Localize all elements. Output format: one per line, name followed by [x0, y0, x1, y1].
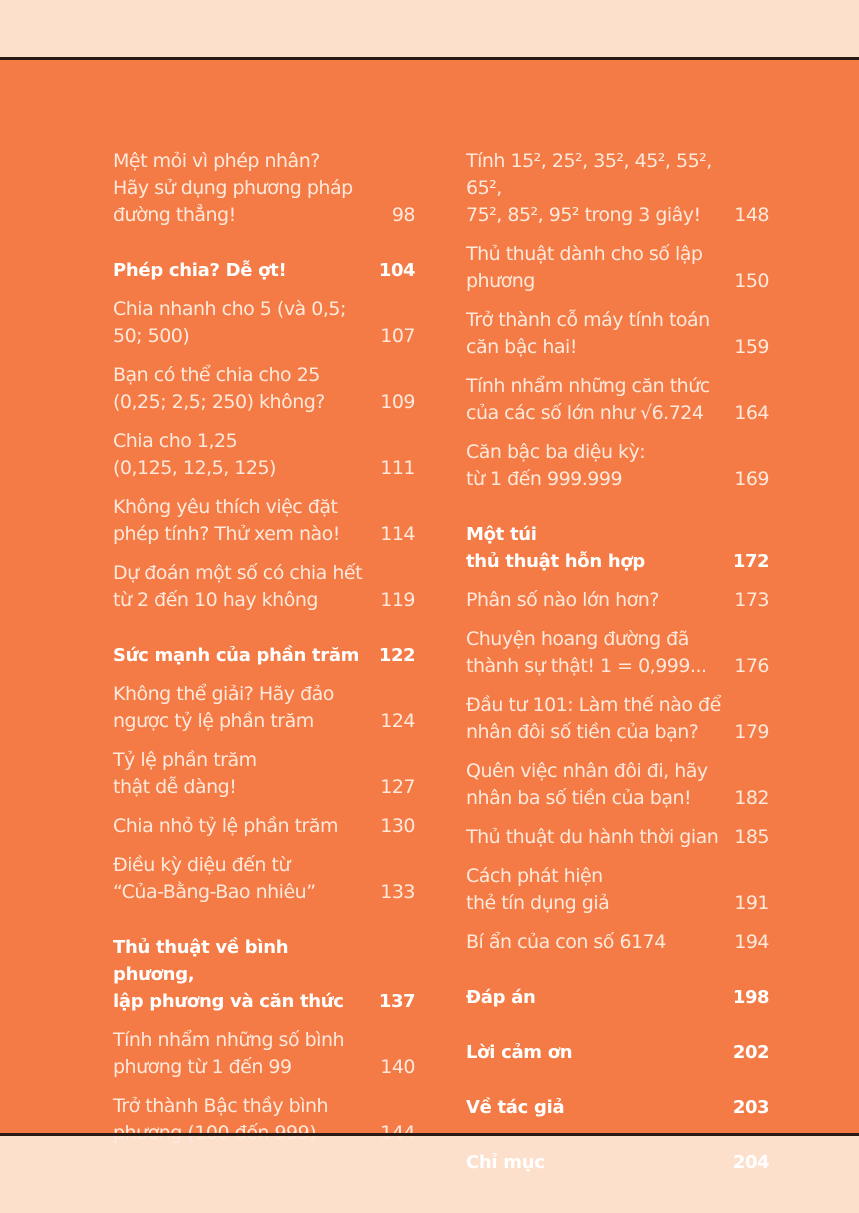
page-number: 204	[732, 1152, 769, 1173]
page-number: 140	[380, 1056, 415, 1078]
toc-entry[interactable]: Mệt mỏi vì phép nhân? Hãy sử dụng phương pháp đường thẳng! 98	[113, 148, 415, 229]
toc-entry[interactable]: Chia cho 1,25 (0,125, 12,5, 125) 111	[113, 428, 415, 482]
page-number: 191	[734, 892, 769, 914]
toc-entry[interactable]: Trở thành Bậc thầy bình	[113, 1093, 415, 1147]
page-number: 150	[734, 270, 769, 292]
page-number: 182	[734, 787, 769, 809]
toc-entry[interactable]: Bí ẩn của con số 6174 194	[466, 929, 769, 956]
toc-entry[interactable]: Trở thành cỗ máy tính toán căn bậc hai! 159	[466, 307, 769, 361]
toc-column-left	[113, 148, 415, 1159]
page-number: 194	[734, 931, 769, 953]
toc-entry[interactable]: Không thể giải? Hãy đảo ngược tỷ lệ phần trăm 124	[113, 681, 415, 735]
toc-section[interactable]: Thủ thuật về bình phương, lập phương và căn thức 137	[113, 934, 415, 1015]
toc-entry[interactable]: Phân số nào lớn hơn? 173	[466, 587, 769, 614]
page-number: 137	[378, 991, 415, 1012]
toc-entry[interactable]: Thủ thuật dành cho số lập phương 150	[466, 241, 769, 295]
page-number: 202	[732, 1042, 769, 1063]
toc-entry[interactable]: Chia nhỏ tỷ lệ phần trăm 130	[113, 813, 415, 840]
toc-section[interactable]: Chỉ mục 204	[466, 1149, 769, 1176]
page-number: 107	[380, 325, 415, 347]
toc-entry[interactable]: Tính 15², 25², 35², 45², 55², 65², 75², 85², 95² trong 3 giây! 148	[466, 148, 769, 229]
toc-entry[interactable]: Tỷ lệ phần trăm thật dễ dàng! 127	[113, 747, 415, 801]
bottom-border	[0, 1133, 859, 1136]
page-number: 114	[380, 523, 415, 545]
page-number: 133	[380, 881, 415, 903]
toc-entry[interactable]: Tính nhẩm những số bình phương từ 1 đến 99 140	[113, 1027, 415, 1081]
page-number: 203	[732, 1097, 769, 1118]
page-number: 198	[732, 987, 769, 1008]
page-number: 164	[734, 402, 769, 424]
page-number: 148	[734, 204, 769, 226]
toc-section[interactable]: Lời cảm ơn 202	[466, 1039, 769, 1066]
page-number: 179	[734, 721, 769, 743]
toc-panel	[0, 60, 859, 1173]
toc-section[interactable]: Phép chia? Dễ ợt! 104	[113, 257, 415, 284]
toc-entry[interactable]: Chuyện hoang đường đã thành sự thật! 1 = 0,999... 176	[466, 626, 769, 680]
page-number: 98	[391, 204, 415, 226]
toc-entry[interactable]: Quên việc nhân đôi đi, hãy nhân ba số tiền của bạn! 182	[466, 758, 769, 812]
page-number: 176	[734, 655, 769, 677]
toc-entry[interactable]: Đầu tư 101: Làm thế nào để nhân đôi số tiền của bạn? 179	[466, 692, 769, 746]
toc-entry[interactable]: Điều kỳ diệu đến từ “Của-Bằng-Bao nhiêu” 133	[113, 852, 415, 906]
toc-section[interactable]: Sức mạnh của phần trăm 122	[113, 642, 415, 669]
page-number: 169	[734, 468, 769, 490]
toc-entry[interactable]: Bạn có thể chia cho 25 (0,25; 2,5; 250) không? 109	[113, 362, 415, 416]
page-number: 124	[380, 710, 415, 732]
page-number: 185	[734, 826, 769, 848]
toc-section[interactable]: Về tác giả 203	[466, 1094, 769, 1121]
page-number: 122	[378, 645, 415, 666]
toc-entry[interactable]: Căn bậc ba diệu kỳ: từ 1 đến 999.999 169	[466, 439, 769, 493]
toc-entry[interactable]: Tính nhẩm những căn thức của các số lớn như √6.724 164	[466, 373, 769, 427]
toc-entry[interactable]: Chia nhanh cho 5 (và 0,5; 50; 500) 107	[113, 296, 415, 350]
page-number: 119	[380, 589, 415, 611]
page-number: 109	[380, 391, 415, 413]
page-number: 127	[380, 776, 415, 798]
page-number: 104	[378, 260, 415, 281]
page-number: 111	[380, 457, 415, 479]
toc-entry[interactable]: Thủ thuật du hành thời gian 185	[466, 824, 769, 851]
page-number: 172	[732, 551, 769, 572]
page-number: 130	[380, 815, 415, 837]
toc-section[interactable]: Đáp án 198	[466, 984, 769, 1011]
page-number: 159	[734, 336, 769, 358]
page-number: 173	[734, 589, 769, 611]
toc-entry[interactable]: Cách phát hiện thẻ tín dụng giả 191	[466, 863, 769, 917]
toc-column-right	[466, 148, 769, 1188]
toc-entry[interactable]: Dự đoán một số có chia hết từ 2 đến 10 hay không 119	[113, 560, 415, 614]
toc-section[interactable]: Một túi thủ thuật hỗn hợp 172	[466, 521, 769, 575]
toc-entry[interactable]: Không yêu thích việc đặt phép tính? Thử xem nào! 114	[113, 494, 415, 548]
